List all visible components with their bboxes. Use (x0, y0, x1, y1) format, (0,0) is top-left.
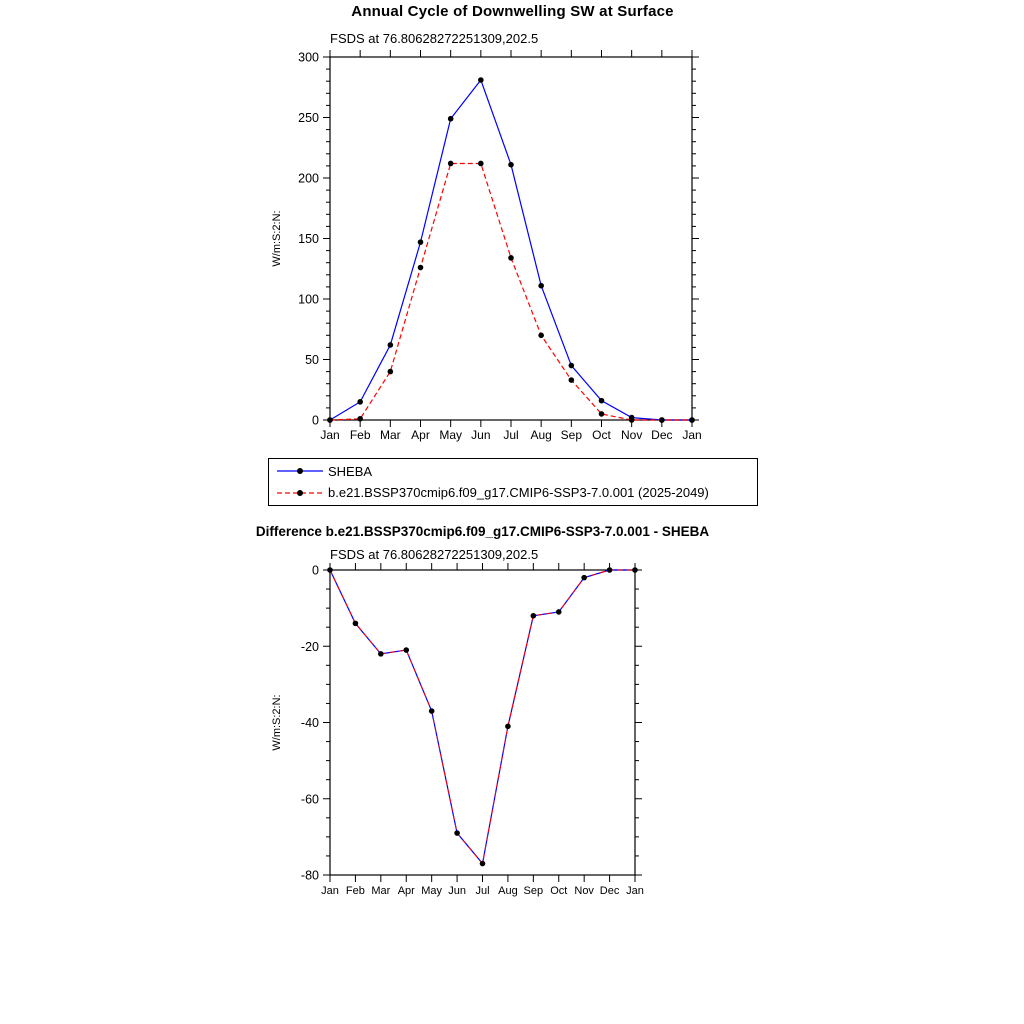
svg-text:Sep: Sep (523, 885, 544, 897)
svg-text:Oct: Oct (550, 885, 568, 897)
difference-chart-svg (250, 556, 690, 901)
svg-text:Oct: Oct (592, 428, 611, 442)
model-line-sample-icon (275, 487, 325, 499)
svg-text:Jan: Jan (626, 885, 644, 897)
svg-text:Jan: Jan (320, 428, 340, 442)
svg-text:Sep: Sep (560, 428, 583, 442)
legend-entry-model (275, 483, 751, 503)
legend-label-model: b.e21.BSSP370cmip6.f09_g17.CMIP6-SSP3-7.0.001 (2025-2049) (328, 485, 709, 501)
svg-text:-60: -60 (300, 792, 319, 807)
svg-text:Nov: Nov (620, 428, 643, 442)
svg-text:150: 150 (298, 232, 319, 246)
svg-text:Dec: Dec (599, 885, 620, 897)
svg-text:Mar: Mar (371, 885, 391, 897)
sheba-line-sample-icon (275, 465, 325, 477)
svg-text:50: 50 (305, 353, 319, 367)
difference-chart-subtitle: FSDS at 76.80628272251309,202.5 (330, 547, 539, 562)
difference-chart-title: Difference b.e21.BSSP370cmip6.f09_g17.CMIP6-SSP3-7.0.001 - SHEBA (255, 524, 710, 539)
svg-text:Jun: Jun (448, 885, 466, 897)
svg-text:-40: -40 (300, 716, 319, 730)
svg-text:250: 250 (298, 111, 319, 125)
svg-text:Mar: Mar (379, 428, 401, 442)
svg-text:Jul: Jul (503, 428, 519, 442)
svg-text:W/m:S:2:N:: W/m:S:2:N: (271, 694, 283, 751)
svg-text:Feb: Feb (345, 885, 365, 897)
svg-text:Apr: Apr (411, 428, 430, 442)
svg-text:100: 100 (298, 292, 319, 307)
top-chart-title: Annual Cycle of Downwelling SW at Surface (351, 3, 674, 20)
legend-entry-sheba (275, 461, 751, 481)
svg-text:Nov: Nov (574, 885, 594, 897)
svg-text:Jan: Jan (321, 885, 339, 897)
svg-text:Apr: Apr (397, 885, 415, 897)
svg-text:200: 200 (298, 171, 319, 186)
svg-text:May: May (421, 885, 443, 897)
svg-text:300: 300 (298, 50, 319, 65)
svg-text:-80: -80 (300, 868, 319, 883)
svg-text:Jan: Jan (682, 428, 702, 442)
svg-text:Jul: Jul (475, 885, 490, 897)
svg-text:Jun: Jun (471, 428, 491, 442)
svg-text:-20: -20 (300, 639, 319, 654)
top-chart-svg (250, 44, 780, 459)
legend (268, 458, 758, 506)
top-chart-subtitle: FSDS at 76.80628272251309,202.5 (330, 31, 539, 46)
svg-text:Aug: Aug (530, 428, 552, 442)
svg-text:Dec: Dec (651, 428, 673, 442)
svg-text:Feb: Feb (349, 428, 371, 442)
svg-text:0: 0 (312, 563, 319, 578)
svg-text:May: May (439, 428, 463, 442)
svg-text:W/m:S:2:N:: W/m:S:2:N: (271, 210, 283, 267)
svg-text:0: 0 (312, 413, 319, 428)
svg-text:Aug: Aug (498, 885, 518, 897)
legend-label-sheba: SHEBA (328, 463, 373, 479)
